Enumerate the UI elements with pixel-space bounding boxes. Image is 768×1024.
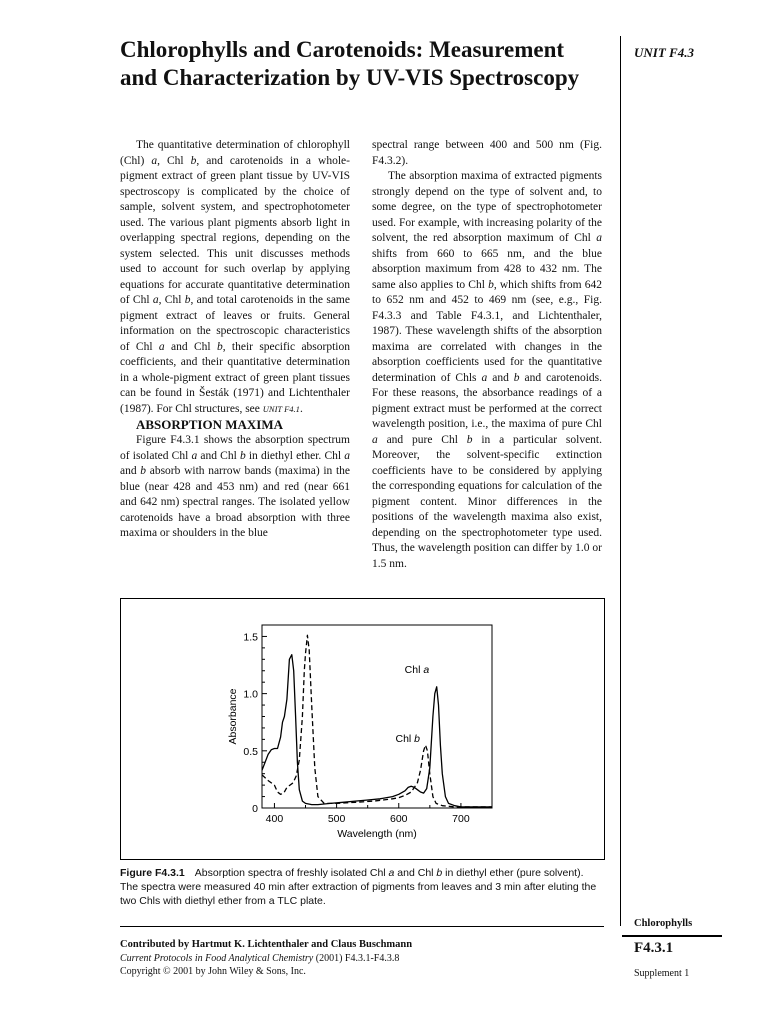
x-tick-label: 500 — [327, 813, 346, 825]
contributors: Contributed by Hartmut K. Lichtenthaler and Claus Buschmann — [120, 939, 413, 950]
figure-caption: Figure F4.3.1 Absorption spectra of freshly isolated Chl a and Chl b in diethyl ether (pure solvent). The spectra were measured 40 min after extraction of pigments from leaves and 3 min after eluting the two Chls with diethyl ether from a TLC plate. — [120, 867, 597, 907]
x-tick-label: 600 — [389, 813, 408, 825]
solvent-paragraph: The absorption maxima of extracted pigments strongly depend on the type of solvent and, to some degree, on the type of spectrophotometer used. For example, with increasing polarity of the solvent, the red absorption maximum of Chl a shifts from 660 to 665 nm, and the blue absorption maximum from 428 to 432 nm. The same also applies to Chl b, which shifts from 642 to 652 nm and 452 to 469 nm (see, e.g., Fig. F4.3.3 and Table F4.3.1, and Lichtenthaler, 1987). These wavelength shifts of the absorption maxima are correlated with changes in the absorption coefficients used for the quantitative determination of Chls a and b and carotenoids. For these reasons, the absorbance readings of a pigment extract must be performed at the correct wavelength position, i.e., the maxima of pure Chl a and pure Chl b in a particular solvent. Moreover, the solvent-specific extinction coefficients have to be considered by applying the corresponding equations for calculation of the pigment content. Minor differences in the positions of the wavelength maxima also exist, depending on the spectrophotometer type used. Thus, the wavelength position can differ by 1.0 or 1.5 nm. — [372, 170, 603, 570]
absorption-paragraph: Figure F4.3.1 shows the absorption spectrum of isolated Chl a and Chl b in diethyl ether. Chl a and b absorb with narrow bands (maxima) in the blue (near 428 and 453 nm) and red (near 661 and 642 nm) spectral ranges. The isolated yellow carotenoids have a broad absorption with three maxima or shoulders in the blue — [120, 434, 351, 539]
figure-frame — [120, 598, 605, 860]
section-tab-label: Chlorophylls — [634, 918, 693, 929]
vertical-divider — [620, 36, 621, 926]
plot-frame — [262, 625, 492, 808]
page-id: F4.3.1 — [634, 940, 674, 956]
y-axis-label: Absorbance — [227, 688, 239, 745]
intro-paragraph: The quantitative determination of chlorophyll (Chl) a, Chl b, and carotenoids in a whole-pigment extract of green plant tissue by UV-VIS spectroscopy is complicated by the choice of sample, solvent system, and spectrophotometer used. The various plant pigments absorb light in overlapping spectral regions, depending on the system selected. This unit discusses methods used to account for such overlap by applying equations for accurate quantitative determination of Chl a, Chl b, and total carotenoids in the same pigment extract of leaves or fruits. General information on the spectroscopic characteristics of Chl a and Chl b, their specific absorption coefficients, and their quantitative determination in a whole-pigment extract of green plant tissues can be found in Šesták (1971) and Lichtenthaler (1987). For Chl structures, see UNIT F4.1. — [120, 139, 350, 415]
page-title: Chlorophylls and Carotenoids: Measurement and Characterization by UV-VIS Spectroscopy — [120, 37, 580, 90]
copyright: Copyright © 2001 by John Wiley & Sons, Inc. — [120, 966, 306, 977]
x-axis-label: Wavelength (nm) — [337, 828, 417, 840]
x-tick-label: 700 — [452, 813, 470, 825]
unit-label: UNIT F4.3 — [634, 45, 694, 60]
absorption-spectrum-chart — [121, 599, 604, 859]
citation: Current Protocols in Food Analytical Chemistry (2001) F4.3.1-F4.3.8 — [120, 952, 400, 964]
series-line-chl-b — [262, 635, 492, 807]
footer — [120, 938, 412, 979]
y-tick-label: 1.5 — [243, 631, 258, 644]
continued-paragraph: spectral range between 400 and 500 nm (Fig. F4.3.2). — [372, 139, 602, 167]
section-tab-bar — [622, 935, 722, 937]
series-line-chl-a — [262, 655, 492, 807]
y-tick-label: 0.5 — [243, 745, 258, 758]
y-tick-label: 1.0 — [243, 688, 258, 701]
series-label-chl-b: Chl b — [395, 733, 421, 746]
footer-rule — [120, 926, 604, 927]
body-column-left — [120, 138, 350, 542]
y-tick-label: 0 — [252, 803, 258, 815]
unit-cross-reference: UNIT F4.1 — [262, 403, 300, 414]
section-heading: ABSORPTION MAXIMA — [136, 417, 283, 432]
figure-label: Figure F4.3.1 — [120, 867, 185, 879]
series-label-chl-a: Chl a — [404, 663, 430, 676]
x-tick-label: 400 — [265, 813, 284, 825]
supplement-label: Supplement 1 — [634, 968, 690, 979]
body-column-right — [372, 138, 602, 572]
